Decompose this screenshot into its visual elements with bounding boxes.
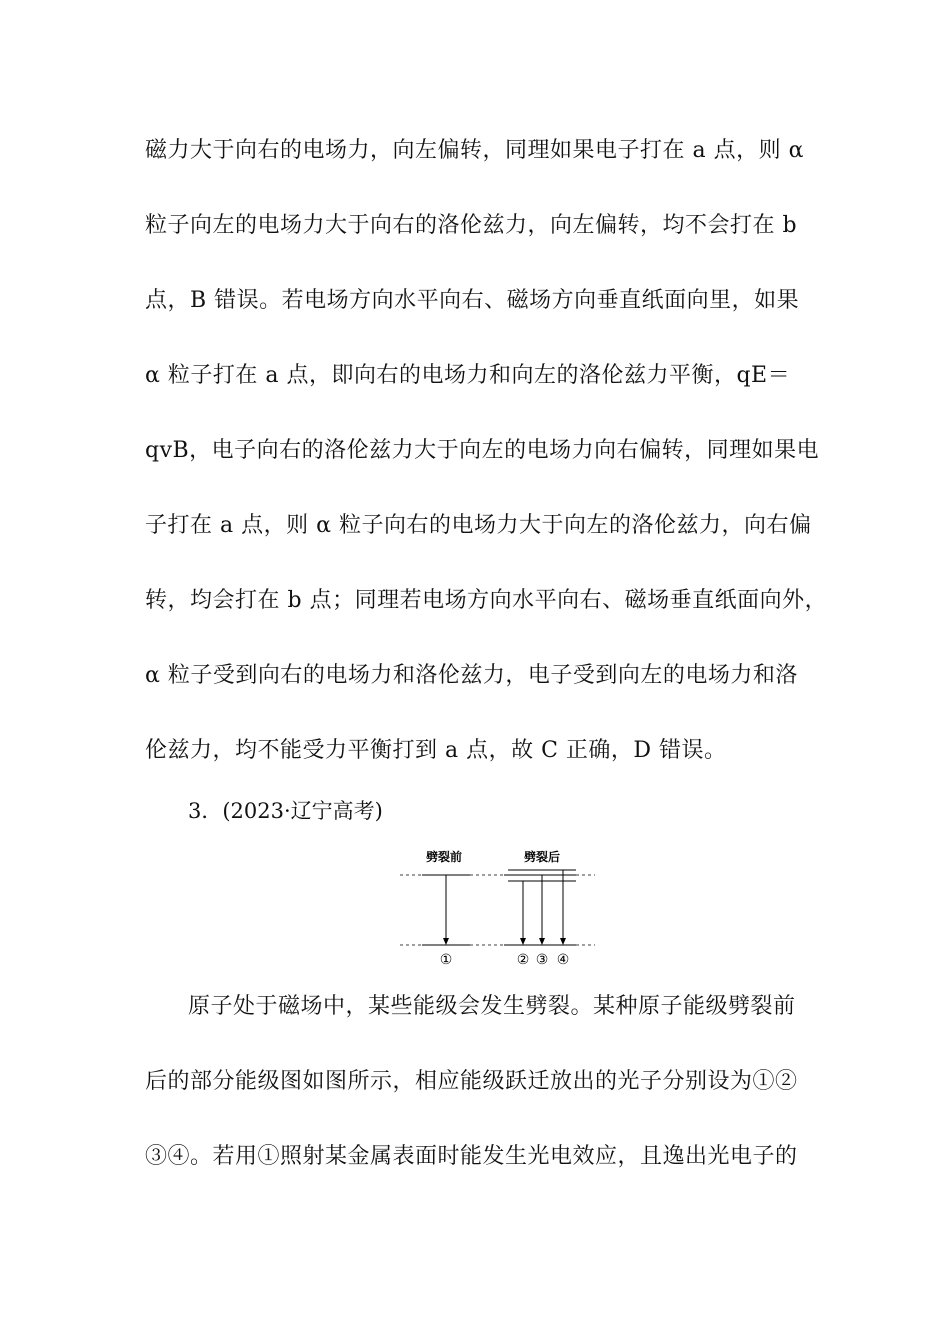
text-line: 点，B 错误。若电场方向水平向右、磁场方向垂直纸面向里，如果 bbox=[145, 288, 800, 313]
label-before-splitting: 劈裂前 bbox=[425, 850, 463, 864]
text-line: qvB，电子向右的洛伦兹力大于向左的电场力向右偏转，同理如果电 bbox=[145, 438, 820, 463]
marker-4: ④ bbox=[556, 952, 570, 968]
text-line: 转，均会打在 b 点；同理若电场方向水平向右、磁场垂直纸面向外， bbox=[145, 588, 828, 613]
arrowhead-4 bbox=[560, 938, 566, 945]
text-line: ③④。若用①照射某金属表面时能发生光电效应，且逸出光电子的 bbox=[145, 1144, 798, 1169]
text-line: 粒子向左的电场力大于向右的洛伦兹力，向左偏转，均不会打在 b bbox=[145, 213, 798, 238]
energy-level-diagram bbox=[400, 845, 600, 970]
arrowhead-1 bbox=[443, 938, 449, 945]
arrowhead-2 bbox=[520, 938, 526, 945]
marker-1: ① bbox=[439, 952, 453, 968]
text-line: α 粒子受到向右的电场力和洛伦兹力，电子受到向左的电场力和洛 bbox=[145, 663, 798, 688]
arrowhead-3 bbox=[539, 938, 545, 945]
label-after-splitting: 劈裂后 bbox=[523, 850, 561, 864]
text-line: 磁力大于向右的电场力，向左偏转，同理如果电子打在 a 点，则 α bbox=[145, 138, 804, 163]
question-header: 3．(2023·辽宁高考) bbox=[188, 799, 383, 823]
marker-2: ② bbox=[516, 952, 530, 968]
text-line: α 粒子打在 a 点，即向右的电场力和向左的洛伦兹力平衡，qE＝ bbox=[145, 363, 791, 388]
text-line: 原子处于磁场中，某些能级会发生劈裂。某种原子能级劈裂前 bbox=[188, 994, 796, 1019]
marker-3: ③ bbox=[535, 952, 549, 968]
text-line: 伦兹力，均不能受力平衡打到 a 点，故 C 正确，D 错误。 bbox=[145, 738, 727, 763]
text-line: 后的部分能级图如图所示，相应能级跃迁放出的光子分别设为①② bbox=[145, 1069, 798, 1094]
text-line: 子打在 a 点，则 α 粒子向右的电场力大于向左的洛伦兹力，向右偏 bbox=[145, 513, 812, 538]
